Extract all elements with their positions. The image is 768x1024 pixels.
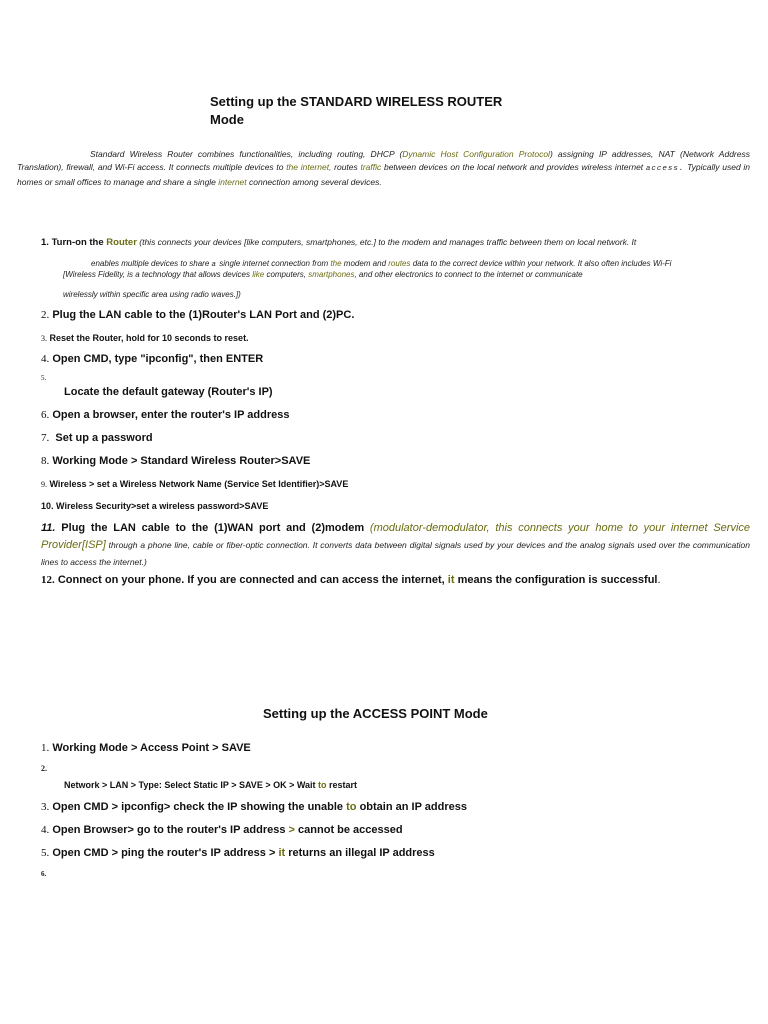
- step-number: 12.: [41, 574, 55, 586]
- step-9: [41, 477, 348, 492]
- section1-title: [210, 93, 502, 129]
- step-highlight: Router: [106, 237, 137, 248]
- step-number: 5.: [41, 847, 50, 859]
- step-10: [41, 499, 268, 513]
- step-text: Open CMD, type "ipconfig", then ENTER: [52, 353, 264, 365]
- intro-paragraph: [17, 148, 750, 189]
- step-number: 4.: [41, 353, 50, 365]
- intro-highlight: Dynamic Host Configuration Protocol: [402, 149, 550, 159]
- note-text: computers,: [264, 270, 309, 279]
- ap-step-3: [41, 800, 467, 814]
- step-text: Network > LAN > Type: Select Static IP > SAVE > OK > Wait: [64, 780, 316, 790]
- note-text: single internet connection from: [217, 259, 331, 268]
- intro-highlight: the internet,: [286, 162, 332, 172]
- step-text: Open Browser> go to the router's IP address: [52, 824, 286, 836]
- step-4: [41, 352, 263, 366]
- note-text: , and other electronics to connect to the internet or communicate: [354, 270, 583, 279]
- step-text: returns an illegal IP address: [288, 847, 435, 859]
- step-text: cannot be accessed: [298, 824, 403, 836]
- intro-text: ) assigning IP addresses, NAT (Network Address Translation), firewall, and Wi-Fi access. It connects multiple devices to: [17, 149, 750, 172]
- step-number: 1.: [41, 742, 50, 754]
- step-3: [41, 331, 249, 346]
- step-number: 4.: [41, 824, 50, 836]
- step-1: [41, 236, 761, 250]
- step-text: Reset the Router, hold for 10 seconds to reset.: [49, 333, 249, 343]
- step-text: Open a browser, enter the router's IP address: [52, 409, 290, 421]
- step-highlight: >: [288, 824, 295, 836]
- step-1-note-d: wirelessly within specific area using radio waves.]): [63, 290, 241, 299]
- note-text: enables multiple devices to share: [91, 259, 212, 268]
- ap-step-6-number: 6.: [41, 870, 47, 878]
- step-11: [41, 520, 750, 571]
- ap-step-2: [64, 778, 357, 792]
- step-number: 7.: [41, 432, 50, 444]
- intro-text: Typically used in homes or small offices to manage and share a single: [17, 162, 751, 187]
- note-text: [Wireless Fidelity, is a technology that allows devices: [63, 270, 253, 279]
- step-number: 3.: [41, 801, 50, 813]
- note-highlight: smartphones: [308, 270, 355, 279]
- step-text: means the configuration is successful: [457, 574, 658, 586]
- intro-mono: access.: [645, 165, 685, 173]
- step-text: Plug the LAN cable to the (1)Router's LAN Port and (2)PC.: [52, 309, 355, 321]
- step-6: [41, 408, 289, 422]
- step-highlight: it: [278, 847, 286, 859]
- step-12: [41, 573, 661, 587]
- step-number: 1.: [41, 237, 49, 248]
- step-end: .: [657, 574, 661, 586]
- step-note: through a phone line, cable or fiber-optic connection. It converts data between digital signals used by your devices and the analog signals used over the communication lines to access the internet.): [41, 540, 750, 567]
- step-note-highlight: (modulator-demodulator, this connects your home to your internet Service Provider[ISP]: [41, 522, 751, 551]
- note-highlight: like: [252, 270, 265, 279]
- section2-title: Setting up the ACCESS POINT Mode: [263, 706, 488, 721]
- step-2: [41, 308, 354, 322]
- step-5: Locate the default gateway (Router's IP): [64, 386, 273, 398]
- step-text: Turn-on the: [51, 237, 104, 248]
- intro-highlight: internet: [218, 177, 247, 187]
- section1-title-line2: Mode: [210, 112, 244, 127]
- step-number: 11.: [41, 522, 56, 534]
- note-highlight: routes: [388, 259, 411, 268]
- intro-text: between devices on the local network and provides wireless internet: [381, 162, 646, 172]
- step-text: Wireless Security>set a wireless password>SAVE: [56, 501, 269, 511]
- note-highlight: the: [330, 259, 342, 268]
- step-5-number: 5.: [41, 374, 47, 382]
- step-highlight: to: [318, 780, 327, 790]
- section1-title-line1: Setting up the STANDARD WIRELESS ROUTER: [210, 94, 503, 109]
- step-text: Connect on your phone. If you are connected and can access the internet,: [57, 574, 445, 586]
- intro-text: Standard Wireless Router combines functionalities, including routing, DHCP (: [90, 149, 403, 159]
- step-8: [41, 454, 310, 468]
- step-1-note-c: [63, 269, 583, 280]
- intro-highlight: traffic: [360, 162, 382, 172]
- note-text: modem and: [341, 259, 389, 268]
- step-number: 10.: [41, 501, 54, 511]
- step-text: Working Mode > Access Point > SAVE: [52, 742, 251, 754]
- step-number: 6.: [41, 409, 50, 421]
- intro-text: routes: [331, 162, 361, 172]
- ap-step-5: [41, 846, 435, 860]
- step-note: (this connects your devices [like computers, smartphones, etc.] to the modem and manages traffic between them on local network. It: [136, 237, 637, 247]
- step-highlight: it: [447, 574, 455, 586]
- step-text: obtain an IP address: [359, 801, 467, 813]
- note-text: data to the correct device within your network. It also often includes Wi-Fi: [410, 259, 672, 268]
- step-highlight: to: [346, 801, 357, 813]
- step-number: 2.: [41, 309, 50, 321]
- step-7: [41, 431, 153, 445]
- step-text: Plug the LAN cable to the (1)WAN port and (2)modem: [61, 522, 365, 534]
- note-mono: a: [211, 261, 218, 269]
- step-text: Set up a password: [55, 432, 153, 444]
- ap-step-4: [41, 823, 403, 837]
- step-text: Wireless > set a Wireless Network Name (Service Set Identifier)>SAVE: [49, 479, 349, 489]
- step-number: 3.: [41, 334, 47, 343]
- step-text: Open CMD > ipconfig> check the IP showing the unable: [52, 801, 344, 813]
- intro-text: connection among several devices.: [246, 177, 382, 187]
- step-text: restart: [329, 780, 358, 790]
- step-text: Open CMD > ping the router's IP address >: [52, 847, 276, 859]
- ap-step-2-number: 2.: [41, 764, 47, 773]
- ap-step-1: [41, 741, 251, 755]
- step-number: 9.: [41, 480, 47, 489]
- step-number: 8.: [41, 455, 50, 467]
- step-text: Working Mode > Standard Wireless Router>SAVE: [52, 455, 311, 467]
